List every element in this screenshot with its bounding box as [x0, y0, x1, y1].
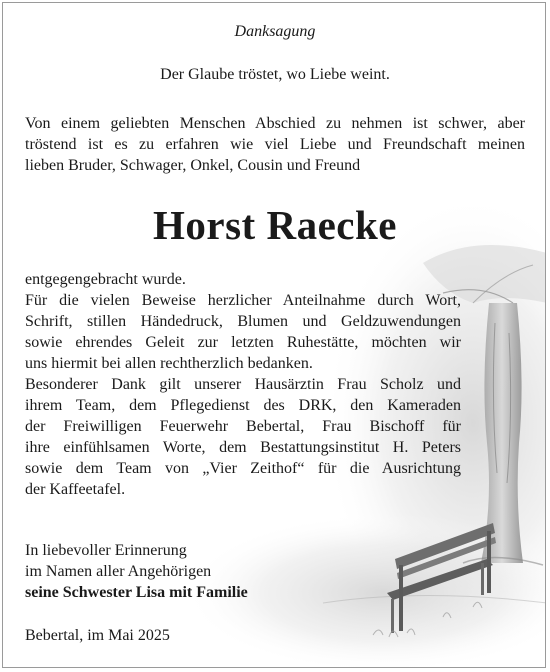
- body-line: sowie dem Team von „Vier Zeithof“ für die Ausrichtung: [25, 460, 461, 477]
- body-line: der Kaffeetafel.: [25, 481, 126, 498]
- body-line: entgegengebracht wurde.: [25, 271, 186, 288]
- signature: seine Schwester Lisa mit Familie: [25, 584, 248, 601]
- obituary-notice: [2, 2, 546, 668]
- body-line: ihre einfühlsamen Worte, dem Bestattungsinstitut H. Peters: [25, 439, 461, 456]
- body-line: sowie ehrendes Geleit zur letzten Ruhestätte, möchten wir: [25, 334, 461, 351]
- body-line: der Freiwilligen Feuerwehr Bebertal, Frau Bischoff für: [25, 418, 461, 435]
- thanks-paragraph: [25, 269, 461, 500]
- body-line: Besonderer Dank gilt unserer Hausärztin Frau Scholz und: [25, 376, 461, 393]
- body-line: uns hiermit bei allen rechtherzlich bedanken.: [25, 355, 313, 372]
- intro-line: lieben Bruder, Schwager, Onkel, Cousin und Freund: [25, 157, 361, 174]
- body-line: Für die vielen Beweise herzlicher Anteilnahme durch Wort,: [25, 292, 461, 309]
- body-line: Schrift, stillen Händedruck, Blumen und Geldzuwendungen: [25, 313, 461, 330]
- intro-line: tröstend ist es zu erfahren wie viel Liebe und Freundschaft meinen: [25, 136, 525, 153]
- intro-paragraph: [25, 113, 525, 176]
- motto-quote: Der Glaube tröstet, wo Liebe weint.: [160, 66, 390, 83]
- intro-line: Von einem geliebten Menschen Abschied zu nehmen ist schwer, aber: [25, 115, 525, 132]
- closing-block: [25, 540, 248, 603]
- notice-heading: Danksagung: [234, 23, 316, 40]
- deceased-name: Horst Raecke: [153, 202, 397, 248]
- body-line: ihrem Team, dem Pflegedienst des DRK, den Kameraden: [25, 397, 461, 414]
- place-and-date: Bebertal, im Mai 2025: [25, 627, 170, 644]
- closing-line: im Namen aller Angehörigen: [25, 563, 212, 580]
- closing-line: In liebevoller Erinnerung: [25, 542, 187, 559]
